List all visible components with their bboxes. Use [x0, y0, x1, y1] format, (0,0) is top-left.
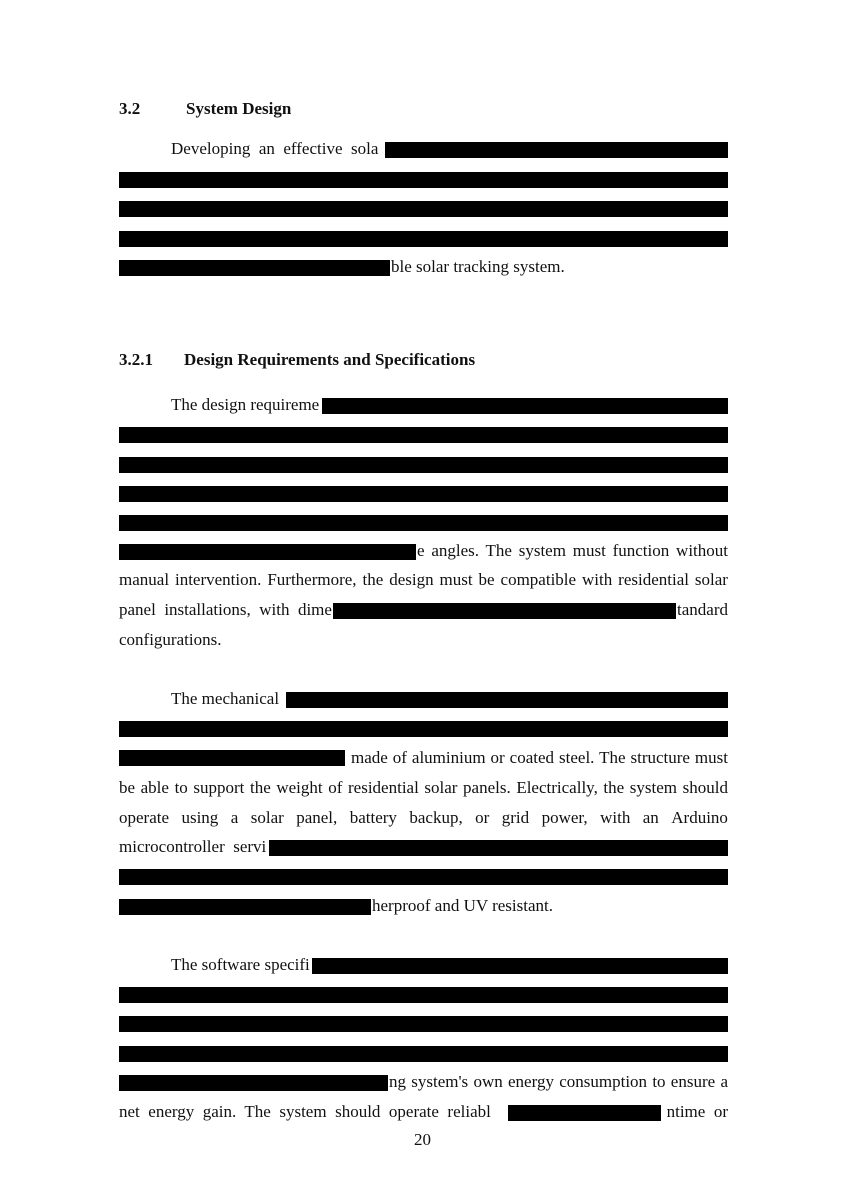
word: be [119, 778, 136, 797]
section-number: 3.2 [119, 99, 141, 118]
word: power, [541, 808, 588, 827]
word: with [582, 570, 613, 589]
redaction-bar [385, 142, 728, 158]
word: an [642, 808, 659, 827]
redaction-bar [119, 486, 728, 502]
redaction-bar [119, 427, 728, 443]
section-heading [119, 99, 140, 119]
redaction-bar [119, 231, 728, 247]
word: with [600, 808, 631, 827]
para2-line7 [119, 570, 728, 590]
word: support [193, 778, 245, 797]
word: panel, [296, 808, 338, 827]
redaction-bar [119, 1075, 388, 1091]
word: solar [694, 570, 728, 589]
redaction-bar [119, 987, 728, 1003]
redaction-bar [119, 544, 416, 560]
word: weight [276, 778, 323, 797]
para3-line5 [119, 808, 728, 828]
word: solar [250, 808, 284, 827]
para4-line6-start: net energy gain. The system should operate reliabl [119, 1102, 491, 1121]
para2-line1-text: The design requireme [171, 395, 320, 414]
word: solar [424, 778, 458, 797]
para3-last-line-text: herproof and UV resistant. [372, 896, 553, 915]
word: operate [119, 808, 170, 827]
word: or [475, 808, 490, 827]
word: Arduino [671, 808, 728, 827]
redaction-bar [312, 958, 728, 974]
redaction-bar [508, 1105, 661, 1121]
word: grid [501, 808, 530, 827]
word: the [249, 778, 271, 797]
para2-line8-end: tandard [677, 600, 728, 619]
word: should [682, 778, 728, 797]
word: Electrically, [516, 778, 598, 797]
word: be [478, 570, 495, 589]
para3-line6-text: microcontroller servi [119, 837, 267, 856]
word: able [140, 778, 169, 797]
para2-line9: configurations. [119, 630, 222, 649]
redaction-bar [333, 603, 676, 619]
word: manual [119, 570, 170, 589]
para3-line3-text: made of aluminium or coated steel. The structure must [351, 748, 728, 767]
word: Furthermore, [267, 570, 357, 589]
redaction-bar [119, 721, 728, 737]
redaction-bar [119, 172, 728, 188]
redaction-bar [322, 398, 728, 414]
para2-line8-start: panel installations, with dime [119, 600, 332, 619]
para3-line1-text: The mechanical [171, 689, 280, 708]
redaction-bar [269, 840, 728, 856]
redaction-bar [119, 1046, 728, 1062]
section-title: System Design [186, 99, 292, 118]
para1-last-line-text: ble solar tracking system. [391, 257, 565, 276]
para4-line1-text: The software specifi [171, 955, 310, 974]
word: backup, [409, 808, 463, 827]
word: a [230, 808, 239, 827]
para4-line6-end: ntime or [666, 1102, 728, 1121]
word: of [328, 778, 343, 797]
redaction-bar [119, 869, 728, 885]
redaction-bar [119, 899, 371, 915]
word: intervention. [174, 570, 262, 589]
word: using [181, 808, 219, 827]
word: compatible [500, 570, 577, 589]
word: the [603, 778, 625, 797]
subsection-title: Design Requirements and Specifications [184, 350, 476, 369]
redaction-bar [119, 260, 390, 276]
para2-line6-text: e angles. The system must function without [417, 541, 728, 560]
redaction-bar [119, 515, 728, 531]
redaction-bar [119, 457, 728, 473]
word: panels. [463, 778, 511, 797]
redaction-bar [286, 692, 728, 708]
redaction-bar [119, 1016, 728, 1032]
subsection-number: 3.2.1 [119, 350, 153, 369]
word: to [174, 778, 188, 797]
word: design [389, 570, 434, 589]
para1-line1-text: Developing an effective sola [171, 139, 379, 158]
word: residential [348, 778, 419, 797]
word: must [439, 570, 473, 589]
word: the [362, 570, 384, 589]
para4-line5-text: ng system's own energy consumption to ensure a [389, 1072, 728, 1091]
word: system [629, 778, 678, 797]
redaction-bar [119, 750, 345, 766]
para3-line4 [119, 778, 728, 798]
word: residential [618, 570, 689, 589]
word: battery [349, 808, 397, 827]
page-number: 20 [414, 1130, 431, 1149]
redaction-bar [119, 201, 728, 217]
